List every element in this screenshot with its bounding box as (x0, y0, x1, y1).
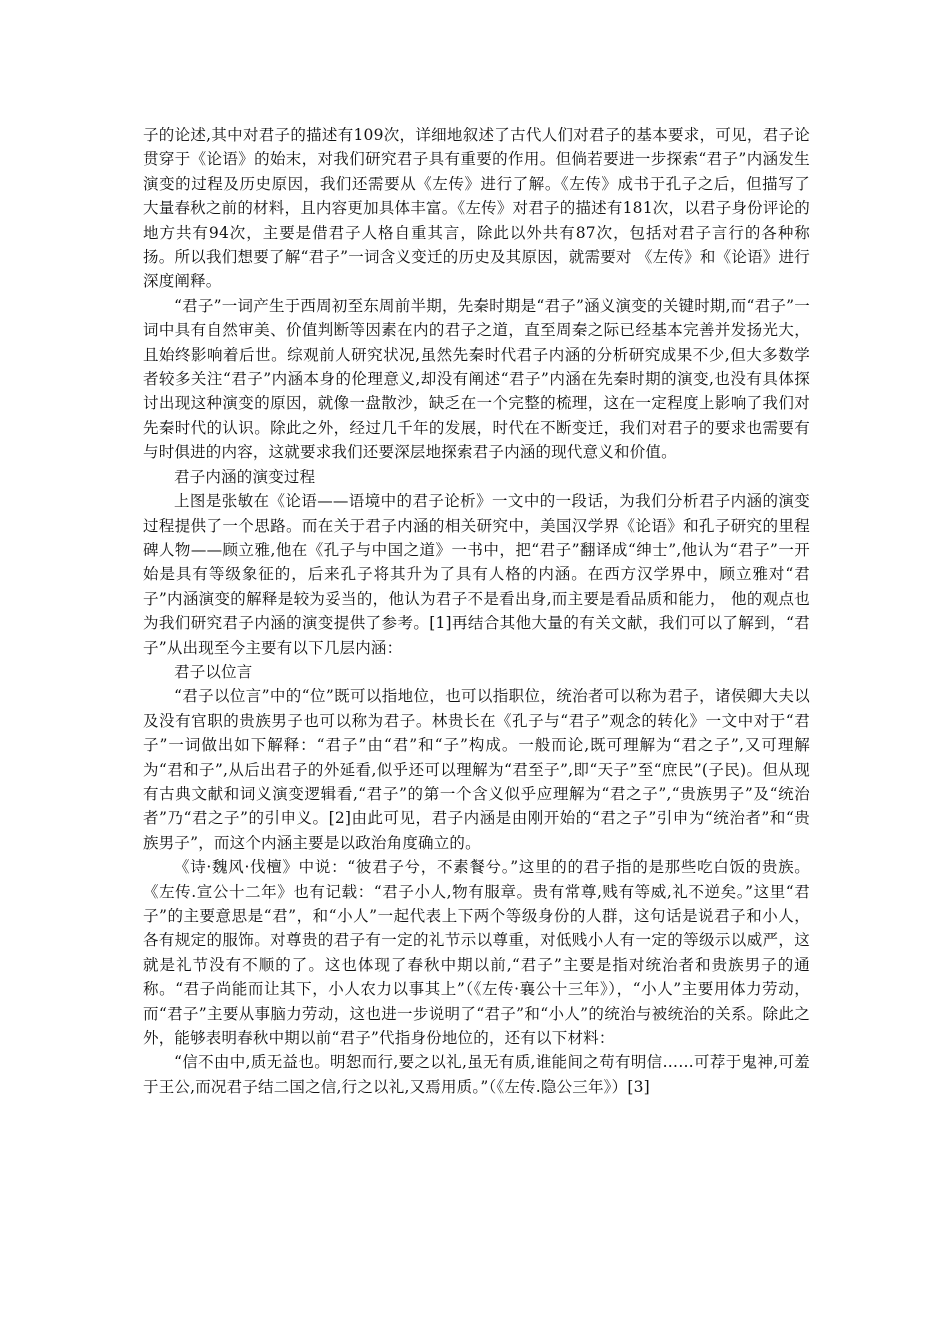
section-heading-position: 君子以位言 (174, 662, 253, 681)
section-heading-evolution: 君子内涵的演变过程 (174, 467, 316, 486)
document-body (143, 123, 810, 1099)
paragraph-shijing: 《诗·魏风·伐檀》中说：“彼君子兮，不素餐兮。”这里的的君子指的是那些吃白饭的贵族。《左传.宣公十二年》也有记载：“君子小人,物有服章。贵有常尊,贱有等威,礼不逆矣。”这里“君子”的主要意思是“君”，和“小人”一起代表上下两个等级身份的人群，这句话是说君子和小人，各有规定的服饰。对尊贵的君子有一定的礼节示以尊重，对低贱小人有一定的等级示以威严，这就是礼节没有不顺的了。这也体现了春秋中期以前,“君子”主要是指对统治者和贵族男子的通称。“君子尚能而让其下，小人农力以事其上”（《左传·襄公十三年》），“小人”主要用体力劳动，而“君子”主要从事脑力劳动，这也进一步说明了“君子”和“小人”的统治与被统治的关系。除此之外，能够表明春秋中期以前“君子”代指身份地位的，还有以下材料： (143, 858, 810, 1048)
paragraph-position: “君子以位言”中的“位”既可以指地位，也可以指职位，统治者可以称为君子，诸侯卿大夫以及没有官职的贵族男子也可以称为君子。林贵长在《孔子与“君子”观念的转化》一文中对于“君子”一词做出如下解释：“君子”由“君”和“子”构成。一般而论,既可理解为“君之子”,又可理解为“君和子”,从后出君子的外延看,似乎还可以理解为“君至子”,即“天子”至“庶民”(子民)。但从现有古典文献和词义演变逻辑看,“君子”的第一个含义似乎应理解为“君之子”,“贵族男子”及“统治者”乃“君之子”的引申义。[2]由此可见，君子内涵是由刚开始的“君之子”引申为“统治者”和“贵族男子”，而这个内涵主要是以政治角度确立的。 (143, 687, 810, 852)
paragraph-evolution: 上图是张敏在《论语——语境中的君子论析》一文中的一段话，为我们分析君子内涵的演变过程提供了一个思路。而在关于君子内涵的相关研究中，美国汉学界《论语》和孔子研究的里程碑人物——顾立雅,他在《孔子与中国之道》一书中，把“君子”翻译成“绅士”,他认为“君子”一开始是具有等级象征的，后来孔子将其升为了具有人格的内涵。在西方汉学界中，顾立雅对“君子”内涵演变的解释是较为妥当的，他认为君子不是看出身,而主要是看品质和能力， 他的观点也为我们研究君子内涵的演变提供了参考。[1]再结合其他大量的有关文献，我们可以了解到，“君子”从出现至今主要有以下几层内涵： (143, 492, 810, 657)
paragraph-quote-zuozhuan: “信不由中,质无益也。明恕而行,要之以礼,虽无有质,谁能间之苟有明信……可荐于鬼神,可羞于王公,而况君子结二国之信,行之以礼,又焉用质。”（《左传.隐公三年》）[3] (143, 1053, 810, 1096)
paragraph-intro: 子的论述,其中对君子的描述有109次，详细地叙述了古代人们对君子的基本要求，可见，君子论贯穿于《论语》的始末，对我们研究君子具有重要的作用。但倘若要进一步探索“君子”内涵发生演变的过程及历史原因，我们还需要从《左传》进行了解。《左传》成书于孔子之后，但描写了大量春秋之前的材料，且内容更加具体丰富。《左传》对君子的描述有181次，以君子身份评论的地方共有94次，主要是借君子人格自重其言，除此以外共有87次，包括对君子言行的各种称扬。所以我们想要了解“君子”一词含义变迁的历史及其原因，就需要对 《左传》和《论语》进行深度阐释。 (143, 126, 811, 291)
paragraph-origin: “君子”一词产生于西周初至东周前半期，先秦时期是“君子”涵义演变的关键时期,而“君子”一词中具有自然审美、价值判断等因素在内的君子之道，直至周秦之际已经基本完善并发扬光大，且始终影响着后世。综观前人研究状况,虽然先秦时代君子内涵的分析研究成果不少,但大多数学者较多关注“君子”内涵本身的伦理意义,却没有阐述“君子”内涵在先秦时期的演变,也没有具体探讨出现这种演变的原因，就像一盘散沙，缺乏在一个完整的梳理，这在一定程度上影响了我们对先秦时代的认识。除此之外，经过几千年的发展，时代在不断变迁，我们对君子的要求也需要有与时俱进的内容，这就要求我们还要深层地探索君子内涵的现代意义和价值。 (143, 296, 810, 462)
